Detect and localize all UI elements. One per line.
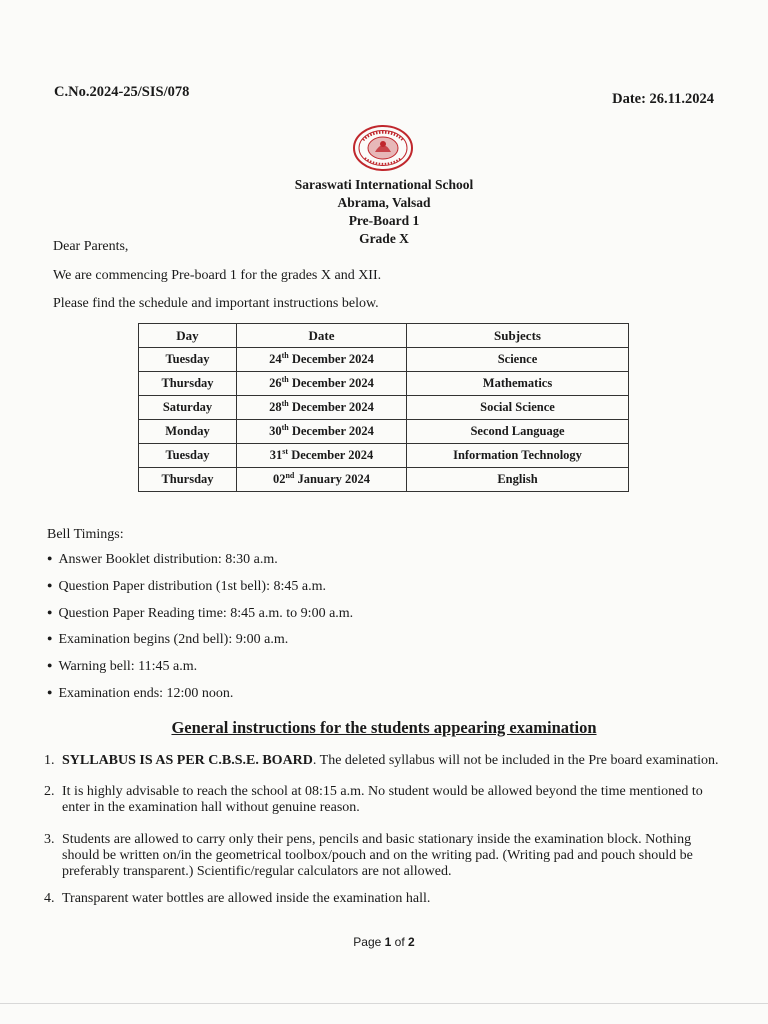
item-number: 4.: [44, 891, 55, 906]
cell-subject: Social Science: [407, 396, 629, 420]
cell-subject: Science: [407, 348, 629, 372]
school-name: Saraswati International School: [294, 177, 474, 192]
instructions-list: [44, 748, 724, 907]
cell-date: [237, 420, 407, 444]
item-body-text: It is highly advisable to reach the school at 08:15 a.m. No student would be allowed beyond the time mentioned to enter in the examination hall without genuine reason.: [62, 784, 703, 815]
cell-day: Thursday: [139, 372, 237, 396]
list-item: ● Warning bell: 11:45 a.m.: [47, 659, 353, 686]
cell-date: [237, 348, 407, 372]
cell-date: [237, 372, 407, 396]
bell-timings-title: Bell Timings:: [47, 527, 124, 542]
instructions-title: General instructions for the students appearing examination: [171, 718, 597, 737]
item-body-text: Students are allowed to carry only their pens, pencils and basic stationary inside the examination block. Nothing should be written on/in the geometrical toolbox/pouch and on the writing pad. (Writing pad and pouch should be preferably transparent.) Scientific/regular calculators are not allowed.: [62, 832, 693, 879]
date-month-year: December 2024: [288, 424, 374, 438]
date-day: 26: [269, 376, 282, 390]
date-month-year: December 2024: [288, 400, 374, 414]
item-body-text: . The deleted syllabus will not be included in the Pre board examination.: [312, 753, 719, 768]
date-suffix: th: [281, 374, 289, 384]
letter-date: Date: 26.11.2024: [612, 91, 714, 107]
scan-edge-divider: [0, 1003, 768, 1004]
salutation: Dear Parents,: [53, 239, 129, 254]
page-prefix: Page: [353, 935, 385, 949]
date-month-year: January 2024: [294, 472, 371, 486]
cell-day: Saturday: [139, 396, 237, 420]
list-item: [44, 784, 724, 816]
cell-day: Tuesday: [139, 348, 237, 372]
date-month-year: December 2024: [288, 448, 374, 462]
table-row: [139, 348, 629, 372]
item-number: 1.: [44, 753, 55, 768]
date-day: 28: [269, 400, 282, 414]
date-day: 24: [269, 352, 282, 366]
school-heading: [0, 176, 768, 248]
cell-day: Tuesday: [139, 444, 237, 468]
date-suffix: th: [281, 398, 289, 408]
item-bold-text: SYLLABUS IS AS PER C.B.S.E. BOARD: [62, 753, 313, 768]
date-suffix: nd: [285, 470, 295, 480]
date-suffix: th: [281, 422, 289, 432]
table-row: [139, 396, 629, 420]
bell-timings-list: [47, 552, 353, 713]
list-item: [44, 891, 724, 907]
school-seal-logo: [349, 124, 417, 172]
cell-subject: English: [407, 468, 629, 492]
intro-line-2: Please find the schedule and important instructions below.: [53, 296, 379, 311]
item-number: 2.: [44, 784, 55, 799]
table-row: [139, 444, 629, 468]
table-row: [139, 372, 629, 396]
exam-schedule-table: [138, 323, 629, 492]
date-month-year: December 2024: [288, 352, 374, 366]
date-month-year: December 2024: [288, 376, 374, 390]
table-row: [139, 420, 629, 444]
list-item: ● Examination begins (2nd bell): 9:00 a.m.: [47, 632, 353, 659]
table-row: [139, 468, 629, 492]
reference-number: C.No.2024-25/SIS/078: [54, 84, 190, 100]
cell-subject: Information Technology: [407, 444, 629, 468]
page-current: 1: [384, 935, 392, 949]
intro-line-1: We are commencing Pre-board 1 for the grades X and XII.: [53, 268, 382, 283]
page-total: 2: [408, 935, 415, 949]
list-item: [44, 753, 724, 769]
header-subjects: Subjects: [407, 324, 629, 348]
cell-subject: Second Language: [407, 420, 629, 444]
exam-name: Pre-Board 1: [348, 213, 420, 228]
item-number: 3.: [44, 832, 55, 847]
page-of: of: [391, 935, 409, 949]
school-location: Abrama, Valsad: [337, 195, 431, 210]
cell-day: Thursday: [139, 468, 237, 492]
page-number: [0, 935, 768, 949]
date-day: 31: [269, 448, 283, 462]
date-suffix: th: [281, 350, 289, 360]
grade-label: Grade X: [359, 231, 409, 246]
cell-date: [237, 396, 407, 420]
date-day: 02: [272, 472, 286, 486]
date-suffix: st: [282, 446, 289, 456]
cell-date: [237, 444, 407, 468]
table-header-row: [139, 324, 629, 348]
header-date: Date: [237, 324, 407, 348]
list-item: ● Answer Booklet distribution: 8:30 a.m.: [47, 552, 353, 579]
date-day: 30: [269, 424, 282, 438]
cell-date: [237, 468, 407, 492]
list-item: ● Question Paper distribution (1st bell): 8:45 a.m.: [47, 579, 353, 606]
cell-day: Monday: [139, 420, 237, 444]
item-body-text: Transparent water bottles are allowed inside the examination hall.: [62, 891, 431, 906]
list-item: ● Examination ends: 12:00 noon.: [47, 686, 353, 713]
header-day: Day: [139, 324, 237, 348]
item-text: [62, 753, 724, 769]
list-item: ● Question Paper Reading time: 8:45 a.m. to 9:00 a.m.: [47, 606, 353, 633]
cell-subject: Mathematics: [407, 372, 629, 396]
list-item: [44, 832, 724, 880]
